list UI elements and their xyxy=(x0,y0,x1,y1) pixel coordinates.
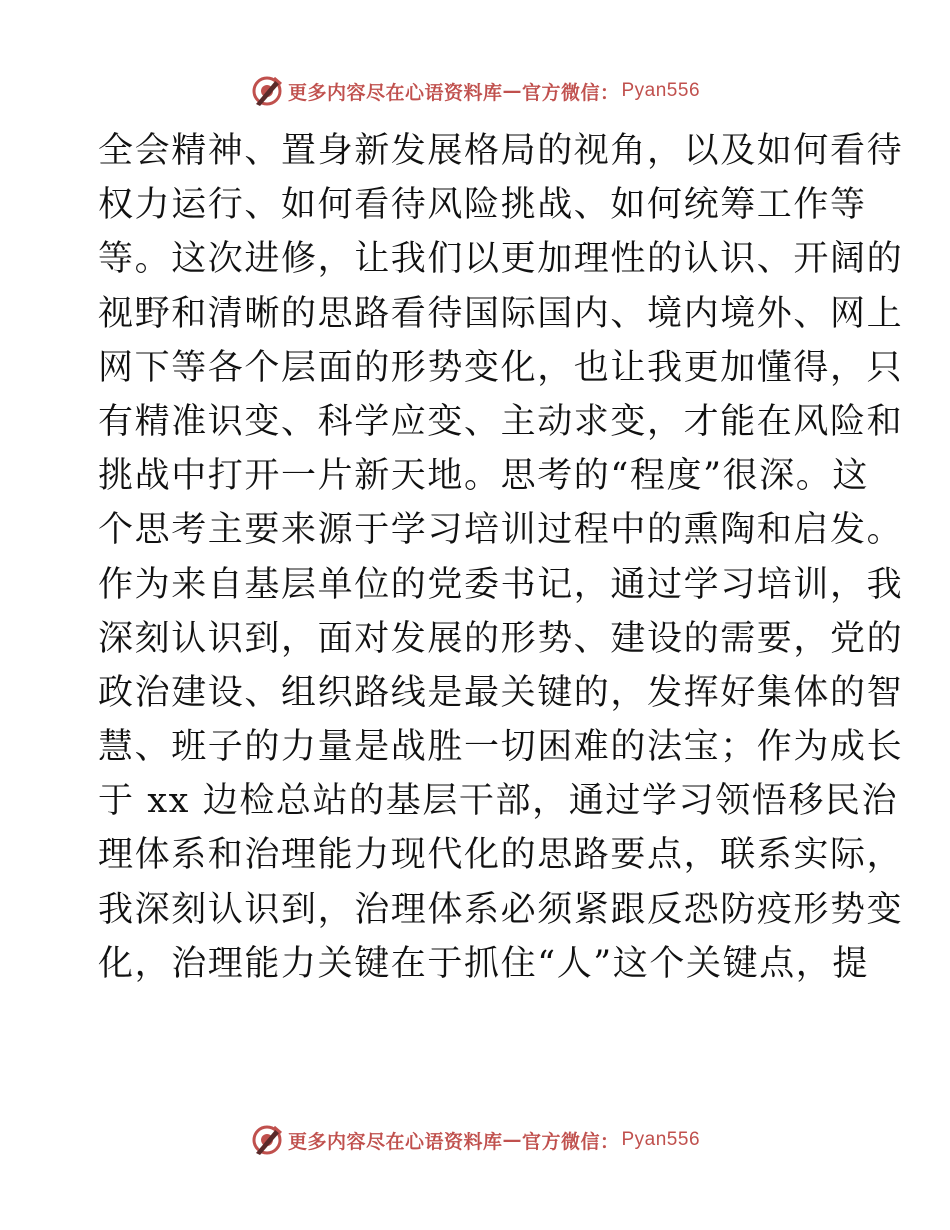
text-line: 慧、班子的力量是战胜一切困难的法宝；作为成长 xyxy=(98,727,904,768)
header-wechat-label: 官方微信： xyxy=(521,81,620,104)
text-line: 有精准识变、科学应变、主动求变，才能在风险和 xyxy=(98,401,904,442)
footer-dash: — xyxy=(502,1129,522,1151)
text-line: 化，治理能力关键在于抓住“人”这个关键点，提 xyxy=(98,943,869,984)
text-line: 深刻认识到，面对发展的形势、建设的需要，党的 xyxy=(98,618,904,659)
document-body xyxy=(98,124,904,991)
text-line: 我深刻认识到，治理体系必须紧跟反恐防疫形势变 xyxy=(98,889,904,930)
text-line: 于 xx 边检总站的基层干部，通过学习领悟移民治 xyxy=(98,781,899,822)
text-line: 全会精神、置身新发展格局的视角，以及如何看待 xyxy=(98,131,904,171)
text-line: 视野和清晰的思路看待国际国内、境内境外、网上 xyxy=(98,293,904,334)
footer-promo-text: 更多内容尽在心语资料库 xyxy=(287,1130,503,1153)
text-line: 政治建设、组织路线是最关键的，发挥好集体的智 xyxy=(98,672,904,713)
text-line: 作为来自基层单位的党委书记，通过学习培训，我 xyxy=(98,564,904,605)
text-line: 权力运行、如何看待风险挑战、如何统筹工作等 xyxy=(98,185,867,226)
header-dash: — xyxy=(502,80,522,102)
header-watermark xyxy=(0,71,950,111)
header-wechat-id: Pyan556 xyxy=(621,80,701,101)
footer-watermark xyxy=(0,1120,950,1160)
pen-logo-icon xyxy=(250,74,284,108)
text-line: 等。这次进修，让我们以更加理性的认识、开阔的 xyxy=(98,239,904,280)
text-line: 个思考主要来源于学习培训过程中的熏陶和启发。 xyxy=(98,510,904,551)
header-promo-text: 更多内容尽在心语资料库 xyxy=(287,81,503,104)
text-line: 网下等各个层面的形势变化，也让我更加懂得，只 xyxy=(98,347,904,388)
pen-logo-icon xyxy=(250,1123,284,1157)
text-line: 理体系和治理能力现代化的思路要点，联系实际， xyxy=(98,835,904,876)
text-line: 挑战中打开一片新天地。思考的“程度”很深。这 xyxy=(98,456,869,497)
footer-wechat-label: 官方微信： xyxy=(521,1130,620,1153)
footer-wechat-id: Pyan556 xyxy=(621,1129,701,1150)
